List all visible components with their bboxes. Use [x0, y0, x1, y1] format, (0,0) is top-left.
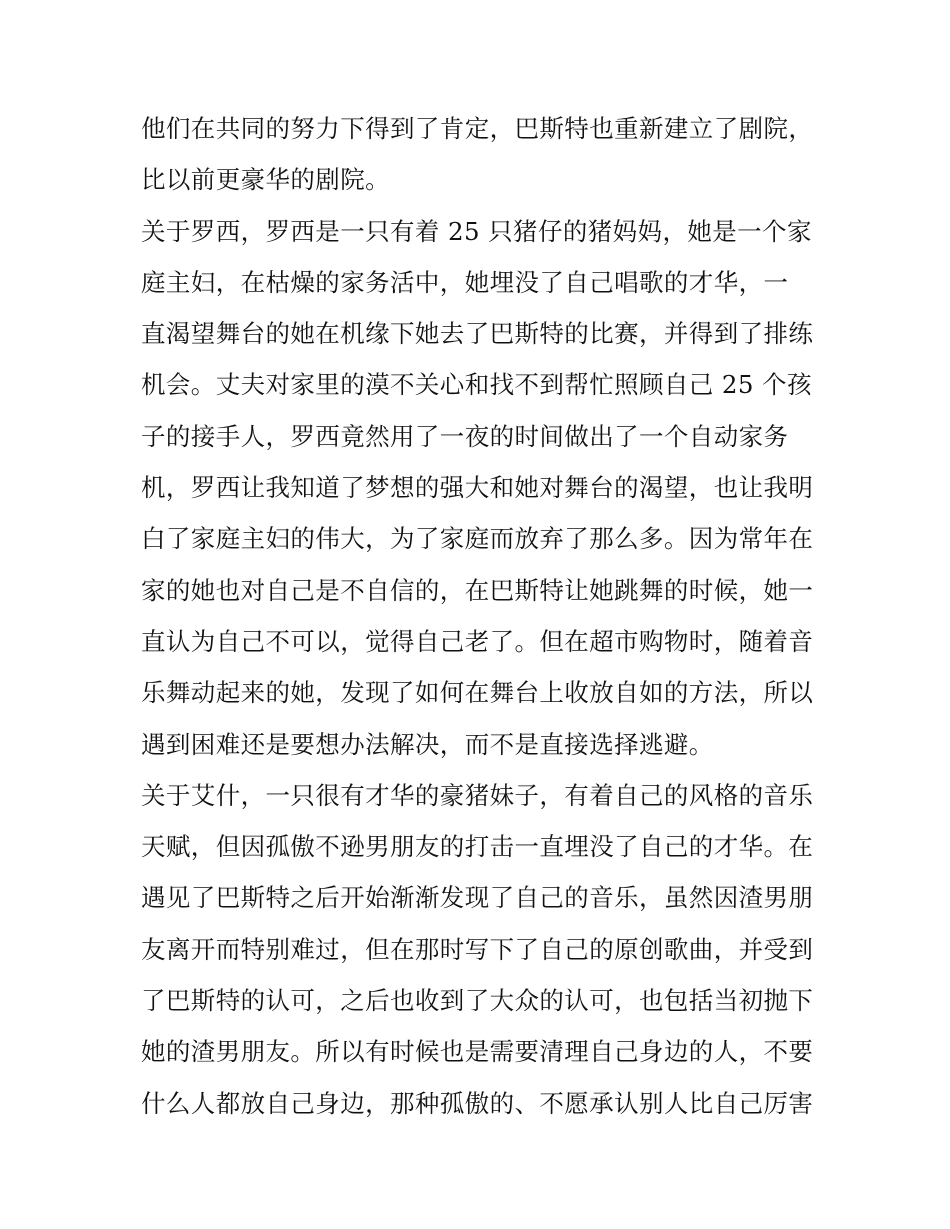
text-line: 遇到困难还是要想办法解决，而不是直接选择逃避。	[141, 729, 714, 759]
text-line: 机，罗西让我知道了梦想的强大和她对舞台的渴望，也让我明	[141, 473, 814, 503]
text-line: 家的她也对自己是不自信的，在巴斯特让她跳舞的时候，她一	[141, 575, 814, 605]
body-text	[141, 103, 821, 1129]
text-line: 她的渣男朋友。所以有时候也是需要清理自己身边的人，不要	[141, 1037, 814, 1067]
text-line: 机会。丈夫对家里的漠不关心和找不到帮忙照顾自己 25 个孩	[141, 370, 812, 400]
text-line: 直渴望舞台的她在机缘下她去了巴斯特的比赛，并得到了排练	[141, 319, 814, 349]
text-line: 了巴斯特的认可，之后也收到了大众的认可，也包括当初抛下	[141, 986, 814, 1016]
text-line: 关于艾什，一只很有才华的豪猪妹子，有着自己的风格的音乐	[141, 780, 814, 810]
text-line: 天赋，但因孤傲不逊男朋友的打击一直埋没了自己的才华。在	[141, 832, 814, 862]
text-line: 他们在共同的努力下得到了肯定，巴斯特也重新建立了剧院，	[141, 114, 814, 143]
text-line: 直认为自己不可以，觉得自己老了。但在超市购物时，随着音	[141, 626, 814, 656]
text-line: 比以前更豪华的剧院。	[141, 165, 390, 195]
text-line: 子的接手人，罗西竟然用了一夜的时间做出了一个自动家务	[141, 421, 789, 451]
text-line: 庭主妇，在枯燥的家务活中，她埋没了自己唱歌的才华，一	[141, 267, 789, 297]
text-line: 白了家庭主妇的伟大，为了家庭而放弃了那么多。因为常年在	[141, 524, 814, 554]
text-line: 什么人都放自己身边，那种孤傲的、不愿承认别人比自己厉害	[141, 1088, 814, 1118]
text-line: 乐舞动起来的她，发现了如何在舞台上收放自如的方法，所以	[141, 678, 814, 708]
text-line: 友离开而特别难过，但在那时写下了自己的原创歌曲，并受到	[141, 934, 814, 964]
text-line: 关于罗西，罗西是一只有着 25 只猪仔的猪妈妈，她是一个家	[141, 216, 812, 246]
text-line: 遇见了巴斯特之后开始渐渐发现了自己的音乐，虽然因渣男朋	[141, 883, 814, 913]
